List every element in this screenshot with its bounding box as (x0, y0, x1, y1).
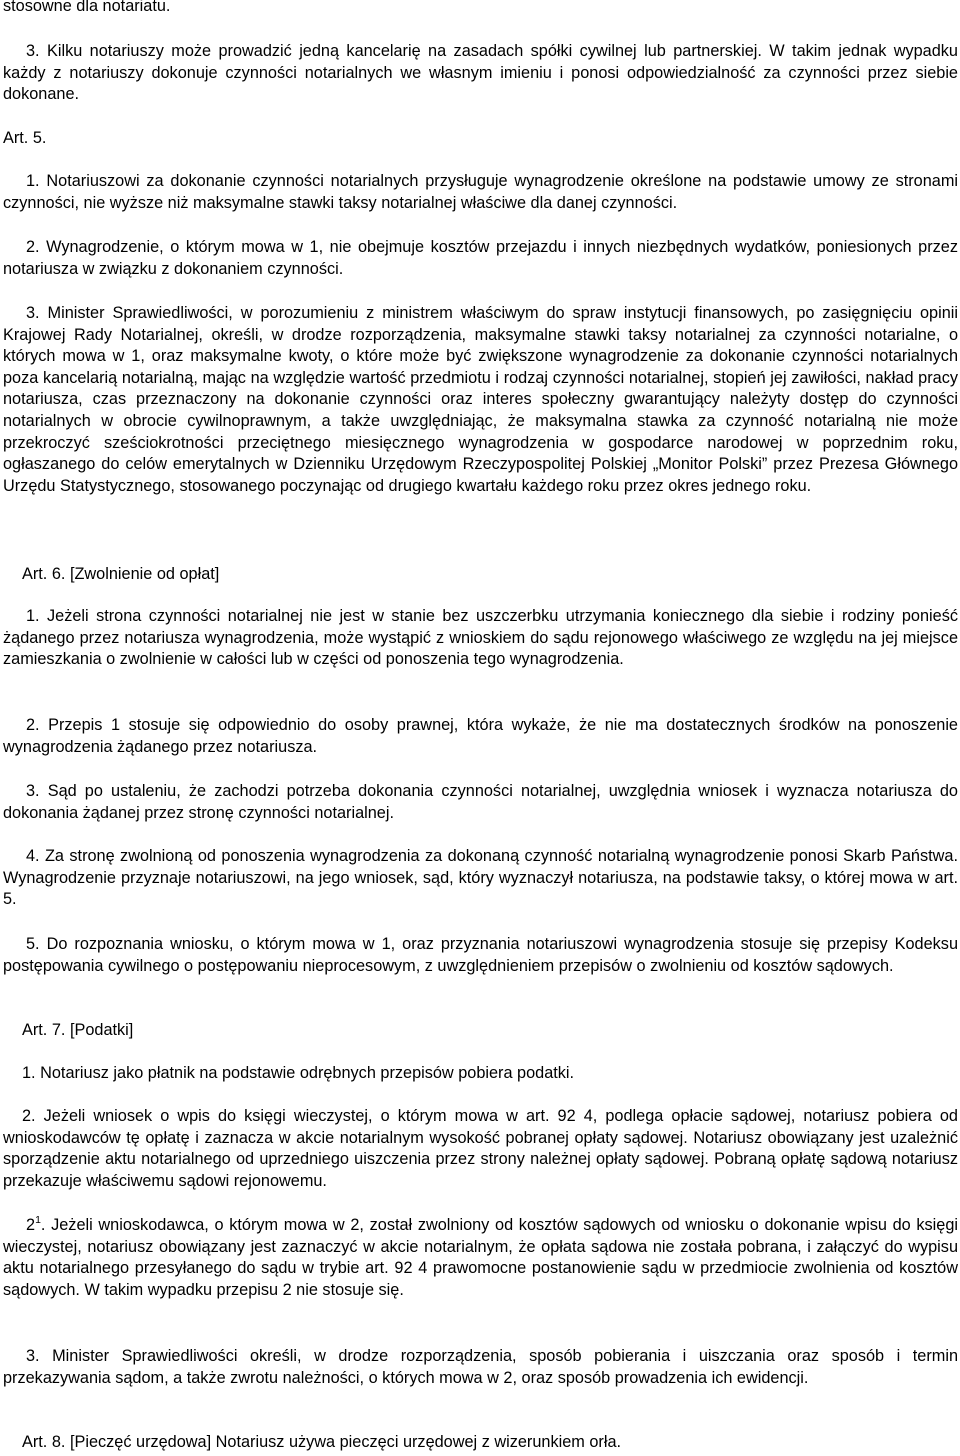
paragraph-art5-p2: 2. Wynagrodzenie, o którym mowa w 1, nie obejmuje kosztów przejazdu i innych niezbędnych wydatków, poniesionych przez notariusza w związku z dokonaniem czynności. (3, 238, 958, 278)
paragraph-art7-p1: 1. Notariusz jako płatnik na podstawie odrębnych przepisów pobiera podatki. (22, 1064, 575, 1082)
heading-art7: Art. 7. [Podatki] (22, 1021, 134, 1039)
paragraph-art6-p4: 4. Za stronę zwolnioną od ponoszenia wynagrodzenia za dokonaną czynność notarialną wynagrodzenie ponosi Skarb Państwa. Wynagrodzenie przyznaje notariuszowi, na jego wniosek, sąd, który wyznaczył notariusza, na podstawie taksy, o której mowa w art. 5. (3, 847, 958, 909)
paragraph-art5-p1: 1. Notariuszowi za dokonanie czynności notarialnych przysługuje wynagrodzenie określone na podstawie umowy ze stronami czynności, nie wyższe niż maksymalne stawki taksy notarialnej właściwe dla danej czynności. (3, 172, 958, 212)
superscript-marker: 1 (35, 1213, 41, 1226)
paragraph-art6-p3: 3. Sąd po ustaleniu, że zachodzi potrzeba dokonania czynności notarialnej, uwzględnia wniosek i wyznacza notariusza do dokonania żądanej przez stronę czynności notarialnej. (3, 782, 958, 822)
heading-art6: Art. 6. [Zwolnienie od opłat] (22, 565, 220, 583)
paragraph-art7-p2: 2. Jeżeli wniosek o wpis do księgi wieczystej, o którym mowa w art. 92 4, podlega opłacie sądowej, notariusz pobiera od wnioskodawców tę opłatę i zaznacza w akcie notarialnym wysokość pobranej opłaty sądowej. Notariusz obowiązany jest uzależnić sporządzenie aktu notarialnego od uprzedniego uiszczenia przez strony należnej opłaty sądowej. Pobraną opłatę sądową notariusz przekazuje właściwemu sądowi rejonowemu. (3, 1107, 958, 1190)
paragraph-art7-p3: 3. Minister Sprawiedliwości określi, w drodze rozporządzenia, sposób pobierania i uiszczania oraz sposób i termin przekazywania sądom, a także zwrotu należności, o których mowa w 2, oraz sposób prowadzenia ich ewidencji. (3, 1347, 958, 1387)
heading-art5: Art. 5. (3, 129, 47, 147)
paragraph-art6-p5: 5. Do rozpoznania wniosku, o którym mowa w 1, oraz przyznania notariuszowi wynagrodzenia stosuje się przepisy Kodeksu postępowania cywilnego o postępowaniu nieprocesowym, z uwzględnieniem przepisów o zwolnieniu od kosztów sądowych. (3, 935, 958, 975)
paragraph-art6-p2: 2. Przepis 1 stosuje się odpowiednio do osoby prawnej, która wykaże, że nie ma dostatecznych środków na ponoszenie wynagrodzenia żądanego przez notariusza. (3, 716, 958, 756)
paragraph-art6-p1: 1. Jeżeli strona czynności notarialnej nie jest w stanie bez uszczerbku utrzymania koniecznego dla siebie i rodziny ponieść żądanego przez notariusza wynagrodzenia, może wystąpić z wnioskiem do sądu rejonowego właściwego ze względu na jej miejsce zamieszkania o zwolnienie w całości lub w części od ponoszenia tego wynagrodzenia. (3, 607, 958, 669)
paragraph-art5-p3: 3. Minister Sprawiedliwości, w porozumieniu z ministrem właściwym do spraw instytucji finansowych, po zasięgnięciu opinii Krajowej Rady Notarialnej, określi, w drodze rozporządzenia, maksymalne stawki taksy notarialnej za czynności notarialne, o których mowa w 1, oraz maksymalne kwoty, o które może być zwiększone wynagrodzenie za dokonanie czynności notarialnych poza kancelarią notarialną, mając na względzie wartość przedmiotu i rodzaj czynności notarialnej, stopień jej zawiłości, nakład pracy notariusza, czas przeznaczony na dokonanie czynności oraz interes społeczny gwarantujący należyty dostęp do czynności notarialnych w obrocie cywilnoprawnym, a także uwzględniając, że maksymalna stawka za czynność notarialną nie może przekroczyć sześciokrotności przeciętnego miesięcznego wynagrodzenia w gospodarce narodowej w poprzednim roku, ogłaszanego do celów emerytalnych w Dzienniku Urzędowym Rzeczypospolitej Polskiej „Monitor Polski” przez Prezesa Głównego Urzędu Statystycznego, stosowanego poczynając od drugiego kwartału każdego roku przez okres jednego roku. (3, 304, 958, 495)
paragraph-intro-tail: stosowne dla notariatu. (3, 0, 171, 15)
paragraph-art7-p2-1: $2^1$. Jeżeli wnioskodawca, o którym mowa w 2, został zwolniony od kosztów sądowych od wniosku o dokonanie wpisu do księgi wieczystej, notariusz obowiązany jest zaznaczyć w akcie notarialnym, że opłata sądowa nie została pobrana, i załączyć do wypisu aktu notarialnego przesyłanego do sądu w trybie art. 92 4 prawomocne postanowienie sądu w przedmiocie zwolnienia od kosztów sądowych. W takim wypadku przepisu 2 nie stosuje się. (3, 1213, 958, 1299)
paragraph-art8: Art. 8. [Pieczęć urzędowa] Notariusz używa pieczęci urzędowej z wizerunkiem orła. (22, 1433, 622, 1451)
paragraph-art4-p3: 3. Kilku notariuszy może prowadzić jedną kancelarię na zasadach spółki cywilnej lub partnerskiej. W takim jednak wypadku każdy z notariuszy dokonuje czynności notarialnych we własnym imieniu i ponosi odpowiedzialność za czynności przez siebie dokonane. (3, 42, 958, 104)
